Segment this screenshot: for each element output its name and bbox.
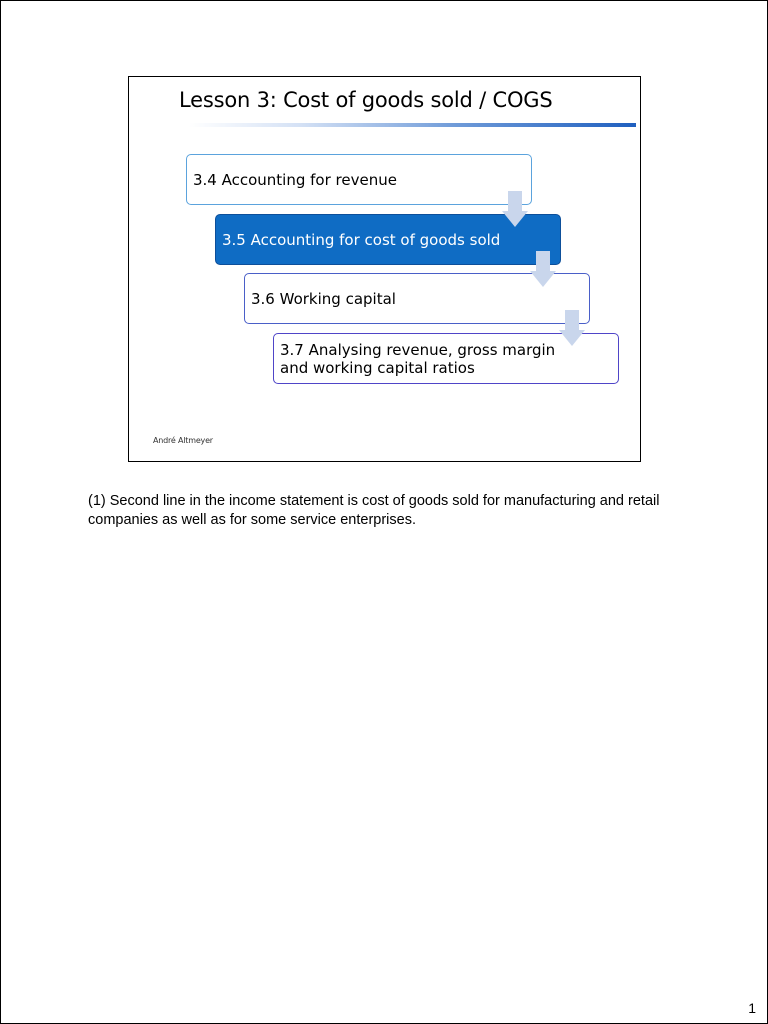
step-3-4-label: 3.4 Accounting for revenue bbox=[193, 170, 397, 189]
slide-thumbnail bbox=[128, 76, 641, 462]
slide-author: André Altmeyer bbox=[153, 436, 213, 445]
step-3-6-label: 3.6 Working capital bbox=[251, 289, 396, 308]
speaker-note: (1) Second line in the income statement is cost of goods sold for manufacturing and retail companies as well as for some service enterprises. bbox=[88, 493, 660, 528]
step-3-5-label: 3.5 Accounting for cost of goods sold bbox=[222, 230, 501, 249]
down-arrow-icon bbox=[502, 191, 528, 227]
page-number: 1 bbox=[748, 1000, 756, 1016]
down-arrow-icon bbox=[559, 310, 585, 346]
step-3-4-box bbox=[186, 154, 532, 205]
down-arrow-icon bbox=[530, 251, 556, 287]
slide-title: Lesson 3: Cost of goods sold / COGS bbox=[179, 88, 553, 112]
title-underline bbox=[189, 123, 636, 127]
step-3-7-label-line2: and working capital ratios bbox=[280, 359, 475, 377]
step-3-7-label bbox=[280, 341, 555, 377]
step-3-7-label-line1: 3.7 Analysing revenue, gross margin bbox=[280, 341, 556, 359]
